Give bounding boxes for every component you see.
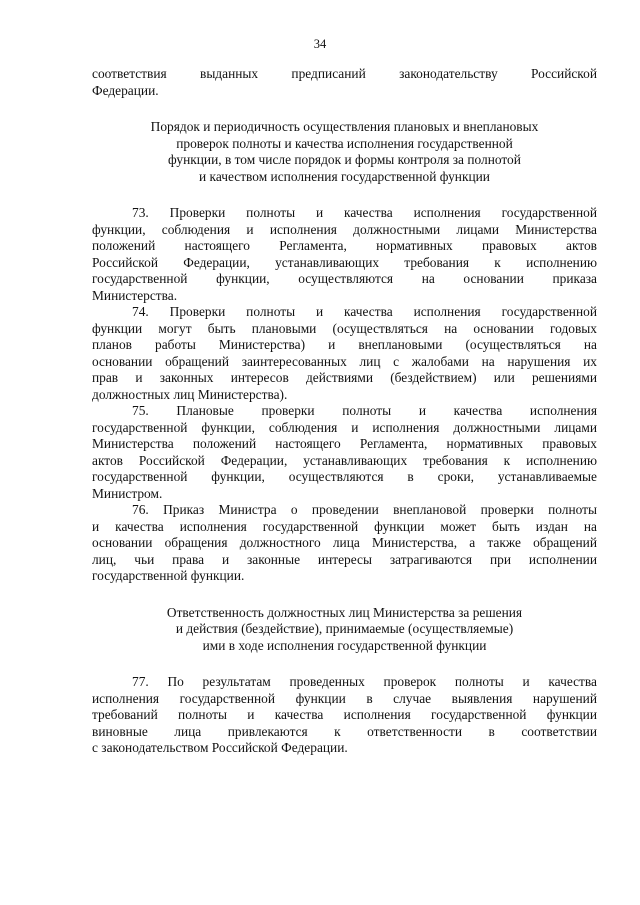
section-heading-inspections: [92, 119, 597, 185]
text-line: 73. Проверки полноты и качества исполнения государственной: [132, 205, 597, 220]
text-line: требований полноты и качества исполнения государственной функции: [92, 707, 597, 722]
text-line: 74. Проверки полноты и качества исполнения государственной: [132, 304, 597, 319]
text-line: Федерации.: [92, 82, 159, 98]
text-line: виновные лица привлекаются к ответственности в соответствии: [92, 723, 597, 739]
paragraph-76: [92, 502, 597, 585]
text-line: Министерства положений настоящего Регламента, нормативных правовых: [92, 436, 597, 451]
section-heading-responsibility: [92, 605, 597, 655]
text-line: Министром.: [92, 485, 163, 501]
paragraph-77: [92, 674, 597, 757]
heading-line: Порядок и периодичность осуществления плановых и внеплановых: [150, 119, 539, 134]
text-line: основании обращений заинтересованных лиц с жалобами на нарушения их: [92, 353, 597, 369]
text-line: 77. По результатам проведенных проверок полноты и качества: [132, 674, 597, 689]
text-line: 76. Приказ Министра о проведении внеплановой проверки полноты: [132, 502, 597, 517]
text-line: лиц, чьи права и законные интересы затрагиваются при исполнении: [92, 551, 597, 567]
text-line: прав и законных интересов действиями (бездействием) или решениями: [92, 370, 597, 385]
paragraph-73: [92, 205, 597, 304]
text-line: государственной функции, осуществляются в сроки, устанавливаемые: [92, 469, 597, 484]
text-line: и качества исполнения государственной функции может быть издан на: [92, 518, 597, 534]
text-line: должностных лиц Министерства).: [92, 386, 288, 402]
text-line: Министерства.: [92, 287, 178, 303]
text-line: государственной функции.: [92, 568, 245, 583]
intro-paragraph: [92, 66, 597, 99]
text-line: функции, соблюдения и исполнения должностными лицами Министерства: [92, 221, 597, 237]
heading-line: ими в ходе исполнения государственной функции: [202, 637, 487, 653]
heading-line: Ответственность должностных лиц Министерства за решения: [166, 604, 523, 620]
heading-line: проверок полноты и качества исполнения государственной: [176, 135, 513, 151]
text-line: исполнения государственной функции в случае выявления нарушений: [92, 690, 597, 706]
text-line: планов работы Министерства) и внеплановыми (осуществляться на: [92, 337, 597, 352]
text-line: с законодательством Российской Федерации.: [92, 740, 348, 755]
text-line: государственной функции, осуществляются на основании приказа: [92, 271, 597, 286]
paragraph-75: [92, 403, 597, 502]
text-line: положений настоящего Регламента, нормативных правовых актов: [92, 238, 597, 253]
text-line: государственной функции, соблюдения и исполнения должностными лицами: [92, 419, 597, 435]
page-number: 34: [313, 37, 327, 51]
text-line: функции могут быть плановыми (осуществляться на основании годовых: [92, 320, 597, 336]
text-line: соответствия выданных предписаний законодательству Российской: [92, 66, 597, 81]
text-line: 75. Плановые проверки полноты и качества исполнения: [132, 403, 597, 418]
document-body: [92, 66, 597, 757]
paragraph-74: [92, 304, 597, 403]
heading-line: и качеством исполнения государственной функции: [199, 168, 490, 184]
text-line: основании обращения должностного лица Министерства, а также обращений: [92, 535, 597, 550]
heading-line: функции, в том числе порядок и формы контроля за полнотой: [168, 152, 521, 167]
text-line: Российской Федерации, устанавливающих требования к исполнению: [92, 254, 597, 270]
text-line: актов Российской Федерации, устанавливающих требования к исполнению: [92, 452, 597, 468]
heading-line: и действия (бездействие), принимаемые (осуществляемые): [175, 621, 514, 636]
